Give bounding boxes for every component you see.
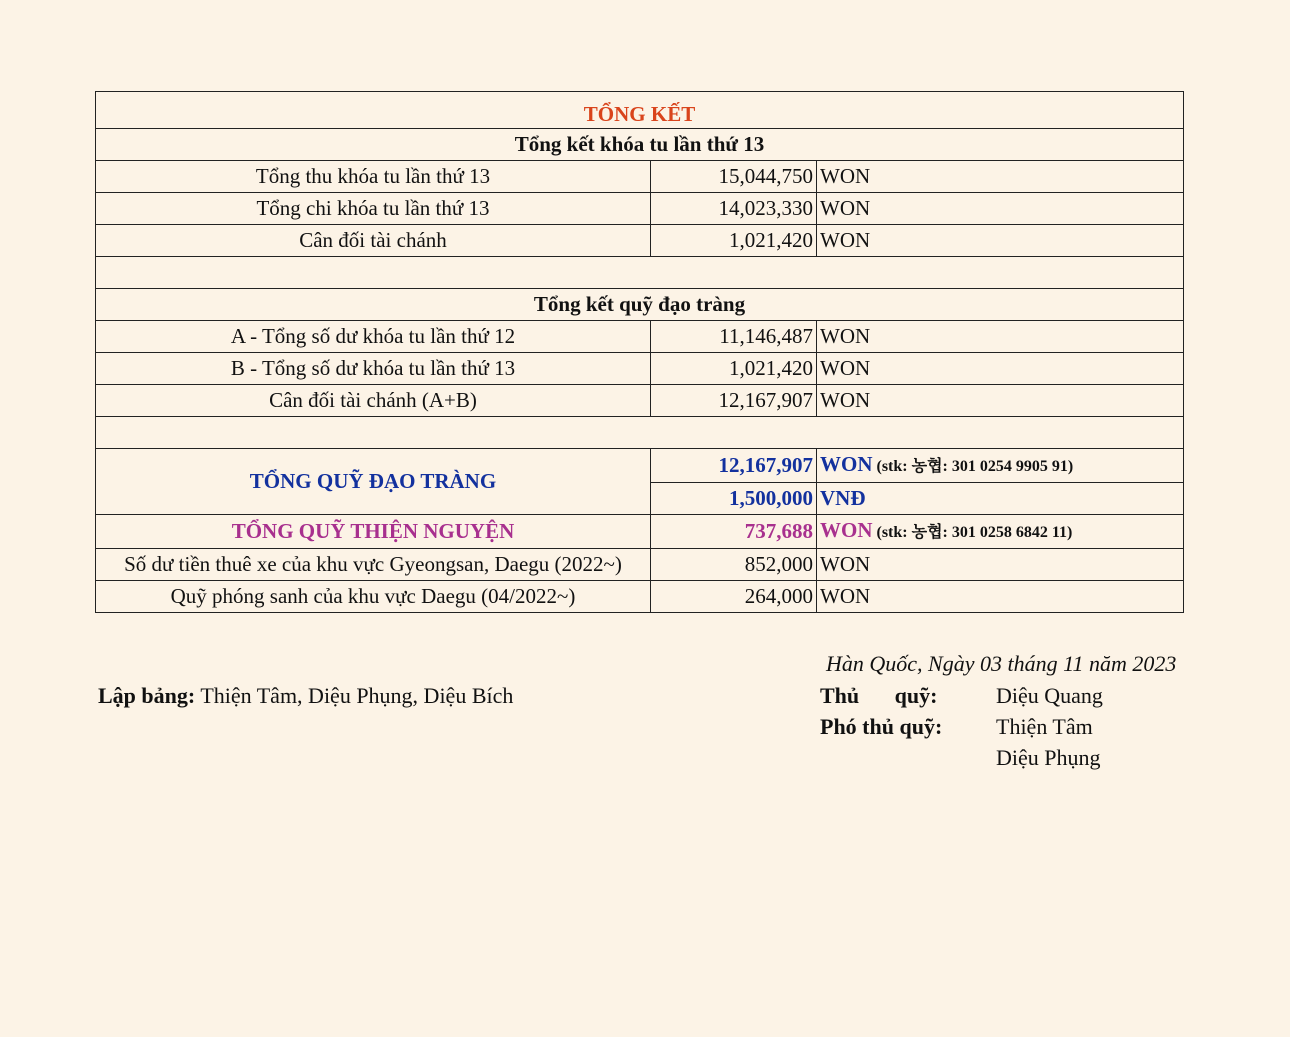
row-value: 14,023,330 <box>651 193 817 225</box>
place-date: Hàn Quốc, Ngày 03 tháng 11 năm 2023 <box>826 651 1177 676</box>
fund-vnd-unit: VNĐ <box>817 483 1184 515</box>
row-label: Quỹ phóng sanh của khu vực Daegu (04/2022~) <box>96 581 651 613</box>
section2-heading: Tổng kết quỹ đạo tràng <box>96 289 1184 321</box>
row-label: A - Tổng số dư khóa tu lần thứ 12 <box>96 321 651 353</box>
summary-table <box>95 91 1184 613</box>
table-row <box>96 385 1184 417</box>
row-unit: WON <box>817 161 1184 193</box>
table-row <box>96 225 1184 257</box>
vice-treasurer-name: Diệu Phụng <box>996 745 1101 770</box>
fund-row <box>96 449 1184 483</box>
row-unit: WON <box>817 225 1184 257</box>
row-unit: WON <box>817 193 1184 225</box>
row-value: 15,044,750 <box>651 161 817 193</box>
report-title: TỔNG KẾT <box>96 92 1184 129</box>
spacer-row <box>96 257 1184 289</box>
row-label: Cân đối tài chánh (A+B) <box>96 385 651 417</box>
charity-account: (stk: 농협: 301 0258 6842 11) <box>876 524 1073 541</box>
vice-treasurer-name: Thiện Tâm <box>996 714 1093 739</box>
fund-won-unit: WON <box>820 452 873 476</box>
row-label: Tổng chi khóa tu lần thứ 13 <box>96 193 651 225</box>
row-value: 852,000 <box>651 549 817 581</box>
row-unit: WON <box>817 581 1184 613</box>
row-label: Cân đối tài chánh <box>96 225 651 257</box>
row-label: Tổng thu khóa tu lần thứ 13 <box>96 161 651 193</box>
row-label: Số dư tiền thuê xe của khu vực Gyeongsan, Daegu (2022~) <box>96 549 651 581</box>
row-value: 12,167,907 <box>651 385 817 417</box>
table-row <box>96 321 1184 353</box>
row-value: 11,146,487 <box>651 321 817 353</box>
row-unit: WON <box>817 321 1184 353</box>
charity-value: 737,688 <box>651 515 817 549</box>
table-row <box>96 353 1184 385</box>
vice-treasurer-label: Phó thủ quỹ: <box>820 714 943 739</box>
fund-won-value: 12,167,907 <box>651 449 817 483</box>
row-label: B - Tổng số dư khóa tu lần thứ 13 <box>96 353 651 385</box>
section1-heading: Tổng kết khóa tu lần thứ 13 <box>96 129 1184 161</box>
row-unit: WON <box>817 549 1184 581</box>
treasurer-label: Thủ quỹ: <box>820 683 938 708</box>
table-row <box>96 161 1184 193</box>
row-value: 1,021,420 <box>651 225 817 257</box>
charity-row <box>96 515 1184 549</box>
treasurer-name: Diệu Quang <box>996 683 1103 708</box>
spacer-row <box>96 417 1184 449</box>
table-row <box>96 581 1184 613</box>
prepared-label: Lập bảng: <box>98 683 196 708</box>
row-unit: WON <box>817 353 1184 385</box>
charity-unit: WON <box>820 518 873 542</box>
fund-vnd-value: 1,500,000 <box>651 483 817 515</box>
row-value: 1,021,420 <box>651 353 817 385</box>
prepared-by <box>98 683 513 709</box>
table-row <box>96 193 1184 225</box>
charity-label: TỔNG QUỸ THIỆN NGUYỆN <box>96 515 651 549</box>
prepared-names: Thiện Tâm, Diệu Phụng, Diệu Bích <box>200 683 514 708</box>
fund-label: TỔNG QUỸ ĐẠO TRÀNG <box>96 449 651 515</box>
row-value: 264,000 <box>651 581 817 613</box>
table-row <box>96 549 1184 581</box>
fund-account: (stk: 농협: 301 0254 9905 91) <box>876 458 1074 475</box>
row-unit: WON <box>817 385 1184 417</box>
